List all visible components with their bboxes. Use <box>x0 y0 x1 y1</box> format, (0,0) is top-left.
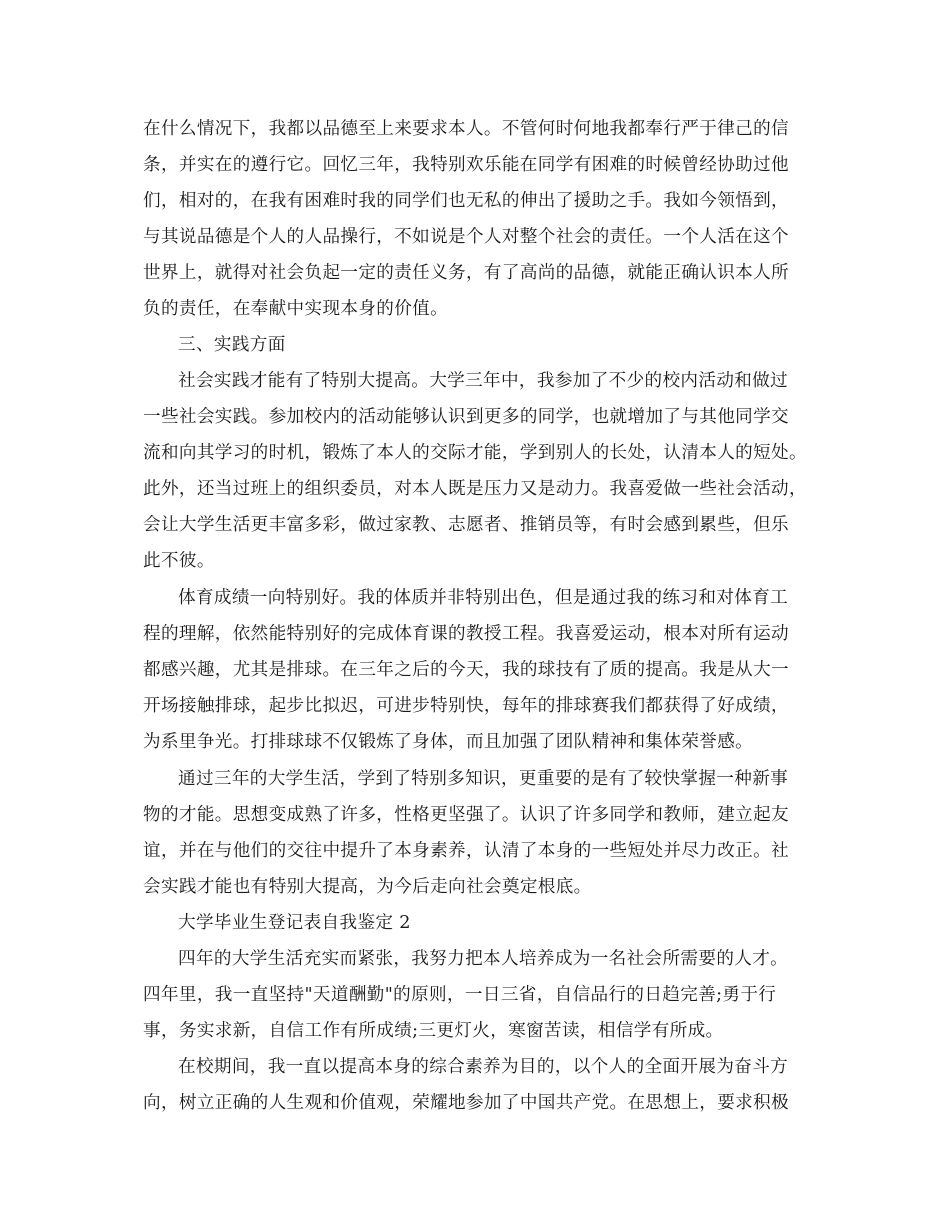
text-line: 负的责任，在奉献中实现本身的价值。 <box>143 299 449 319</box>
section-heading: 三、实践方面 <box>178 335 286 355</box>
text-line: 开场接触排球，起步比拟迟，可进步特别快，每年的排球赛我们都获得了好成绩， <box>143 696 789 716</box>
text-line: 都感兴趣，尤其是排球。在三年之后的今天，我的球技有了质的提高。我是从大一 <box>143 660 789 680</box>
text-line: 们，相对的，在我有困难时我的同学们也无私的伸出了援助之手。我如今领悟到， <box>143 191 789 211</box>
text-line: 四年的大学生活充实而紧张，我努力把本人培养成为一名社会所需要的人才。 <box>178 949 789 969</box>
text-line: 为系里争光。打排球球不仅锻炼了身体，而且加强了团队精神和集体荣誉感。 <box>143 732 754 752</box>
text-line: 条，并实在的遵行它。回忆三年，我特别欢乐能在同学有困难的时候曾经协助过他 <box>143 155 789 175</box>
text-line: 社会实践才能有了特别大提高。大学三年中，我参加了不少的校内活动和做过 <box>178 371 789 391</box>
text-line: 一些社会实践。参加校内的活动能够认识到更多的同学，也就增加了与其他同学交 <box>143 407 789 427</box>
text-line: 体育成绩一向特别好。我的体质并非特别出色，但是通过我的练习和对体育工 <box>178 588 789 608</box>
text-line: 事，务实求新，自信工作有所成绩;三更灯火，寒窗苦读，相信学有所成。 <box>143 1021 724 1041</box>
text-line: 在什么情况下，我都以品德至上来要求本人。不管何时何地我都奉行严于律己的信 <box>143 119 789 139</box>
text-line: 流和向其学习的时机，锻炼了本人的交际才能，学到别人的长处，认清本人的短处。 <box>143 443 807 463</box>
text-line: 物的才能。思想变成熟了许多，性格更坚强了。认识了许多同学和教师，建立起友 <box>143 805 789 825</box>
text-line: 程的理解，依然能特别好的完成体育课的教授工程。我喜爱运动，根本对所有运动 <box>143 624 789 644</box>
text-line: 向，树立正确的人生观和价值观，荣耀地参加了中国共产党。在思想上，要求积极 <box>143 1093 789 1113</box>
section-heading: 大学毕业生登记表自我鉴定 2 <box>178 913 411 933</box>
text-line: 通过三年的大学生活，学到了特别多知识，更重要的是有了较快掌握一种新事 <box>178 769 789 789</box>
text-line: 会让大学生活更丰富多彩，做过家教、志愿者、推销员等，有时会感到累些，但乐 <box>143 515 789 535</box>
text-line: 四年里，我一直坚持"天道酬勤"的原则，一日三省，自信品行的日趋完善;勇于行 <box>143 985 777 1005</box>
text-line: 谊，并在与他们的交往中提升了本身素养，认清了本身的一些短处并尽力改正。社 <box>143 841 789 861</box>
text-line: 在校期间，我一直以提高本身的综合素养为目的，以个人的全面开展为奋斗方 <box>178 1057 789 1077</box>
text-line: 此不彼。 <box>143 551 215 571</box>
text-line: 此外，还当过班上的组织委员，对本人既是压力又是动力。我喜爱做一些社会活动， <box>143 479 807 499</box>
text-line: 世界上，就得对社会负起一定的责任义务，有了高尚的品德，就能正确认识本人所 <box>143 263 789 283</box>
text-line: 会实践才能也有特别大提高，为今后走向社会奠定根底。 <box>143 877 592 897</box>
text-line: 与其说品德是个人的人品操行，不如说是个人对整个社会的责任。一个人活在这个 <box>143 227 789 247</box>
